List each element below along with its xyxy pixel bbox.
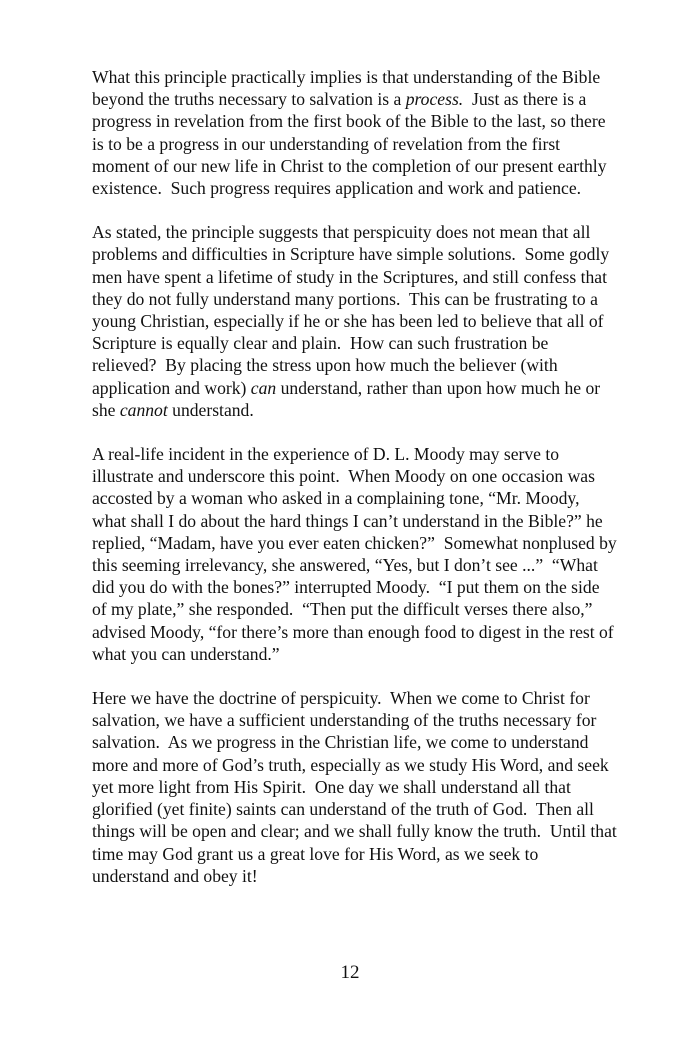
text-segment: understand, rather than upon how much he or <box>276 377 601 398</box>
text-segment: did you do with the bones?” interrupted Moody. “I put them on the side <box>92 577 600 598</box>
text-line <box>92 820 652 842</box>
text-segment: accosted by a woman who asked in a complaining tone, “Mr. Moody, <box>92 488 580 509</box>
text-line <box>92 310 652 332</box>
paragraph-4 <box>92 687 652 887</box>
text-line <box>92 465 652 487</box>
text-segment: this seeming irrelevancy, she answered, “Yes, but I don’t see ...” “What <box>92 555 598 576</box>
italic-text: can <box>250 377 277 398</box>
text-line <box>92 510 652 532</box>
text-line <box>92 177 652 199</box>
body-text <box>92 66 652 909</box>
text-segment: is to be a progress in our understanding of revelation from the first <box>92 133 561 154</box>
text-segment: she <box>92 399 120 420</box>
text-segment: yet more light from His Spirit. One day we shall understand all that <box>92 776 571 797</box>
text-segment: understand. <box>167 399 254 420</box>
text-segment: problems and difficulties in Scripture have simple solutions. Some godly <box>92 244 610 265</box>
text-line <box>92 731 652 753</box>
text-segment: salvation. As we progress in the Christian life, we come to understand <box>92 732 589 753</box>
text-line <box>92 88 652 110</box>
text-segment: progress in revelation from the first book of the Bible to the last, so there <box>92 111 606 132</box>
text-line <box>92 709 652 731</box>
text-line <box>92 798 652 820</box>
text-line <box>92 487 652 509</box>
text-segment: men have spent a lifetime of study in the Scriptures, and still confess that <box>92 266 607 287</box>
text-line <box>92 865 652 887</box>
text-line <box>92 288 652 310</box>
text-line <box>92 598 652 620</box>
text-line <box>92 576 652 598</box>
text-line <box>92 354 652 376</box>
text-line <box>92 66 652 88</box>
text-line <box>92 133 652 155</box>
italic-text: cannot <box>119 399 168 420</box>
text-line <box>92 377 652 399</box>
text-line <box>92 332 652 354</box>
text-line <box>92 266 652 288</box>
text-line <box>92 687 652 709</box>
text-line <box>92 843 652 865</box>
text-segment: young Christian, especially if he or she has been led to believe that all of <box>92 311 604 332</box>
italic-text: process. <box>405 89 464 110</box>
text-line <box>92 554 652 576</box>
page-number: 12 <box>340 962 360 983</box>
text-line <box>92 243 652 265</box>
text-segment: understand and obey it! <box>92 865 258 886</box>
text-segment: replied, “Madam, have you ever eaten chicken?” Somewhat nonplused by <box>92 532 617 553</box>
text-segment: What this principle practically implies is that understanding of the Bible <box>92 67 601 87</box>
text-segment: time may God grant us a great love for His Word, as we seek to <box>92 843 539 864</box>
text-segment: illustrate and underscore this point. When Moody on one occasion was <box>92 466 595 487</box>
text-segment: things will be open and clear; and we shall fully know the truth. Until that <box>92 821 617 842</box>
paragraph-3 <box>92 443 652 665</box>
paragraph-1 <box>92 66 652 199</box>
text-segment: Scripture is equally clear and plain. How can such frustration be <box>92 333 549 354</box>
text-segment: beyond the truths necessary to salvation is a <box>92 89 406 110</box>
text-line <box>92 532 652 554</box>
text-line <box>92 643 652 665</box>
text-segment: they do not fully understand many portions. This can be frustrating to a <box>92 288 598 309</box>
text-segment: Here we have the doctrine of perspicuity. When we come to Christ for <box>92 688 590 709</box>
text-segment: application and work) <box>92 377 251 398</box>
text-line <box>92 443 652 465</box>
text-segment: what you can understand.” <box>92 643 280 664</box>
text-segment: glorified (yet finite) saints can understand of the truth of God. Then all <box>92 799 594 820</box>
text-line <box>92 621 652 643</box>
text-line <box>92 399 652 421</box>
text-line <box>92 155 652 177</box>
text-segment: existence. Such progress requires application and work and patience. <box>92 178 582 199</box>
text-line <box>92 776 652 798</box>
text-segment: A real-life incident in the experience of D. L. Moody may serve to <box>92 444 560 465</box>
text-segment: of my plate,” she responded. “Then put the difficult verses there also,” <box>92 599 593 620</box>
text-line <box>92 754 652 776</box>
text-line <box>92 221 652 243</box>
paragraph-2 <box>92 221 652 421</box>
text-segment: advised Moody, “for there’s more than enough food to digest in the rest of <box>92 621 614 642</box>
text-segment: relieved? By placing the stress upon how much the believer (with <box>92 355 558 376</box>
text-segment: salvation, we have a sufficient understanding of the truths necessary for <box>92 710 597 731</box>
text-segment: As stated, the principle suggests that perspicuity does not mean that all <box>92 222 591 243</box>
text-segment: more and more of God’s truth, especially as we study His Word, and seek <box>92 754 609 775</box>
text-segment: moment of our new life in Christ to the completion of our present earthly <box>92 155 607 176</box>
text-segment: what shall I do about the hard things I can’t understand in the Bible?” he <box>92 510 603 531</box>
text-line <box>92 110 652 132</box>
text-segment: Just as there is a <box>463 89 587 110</box>
